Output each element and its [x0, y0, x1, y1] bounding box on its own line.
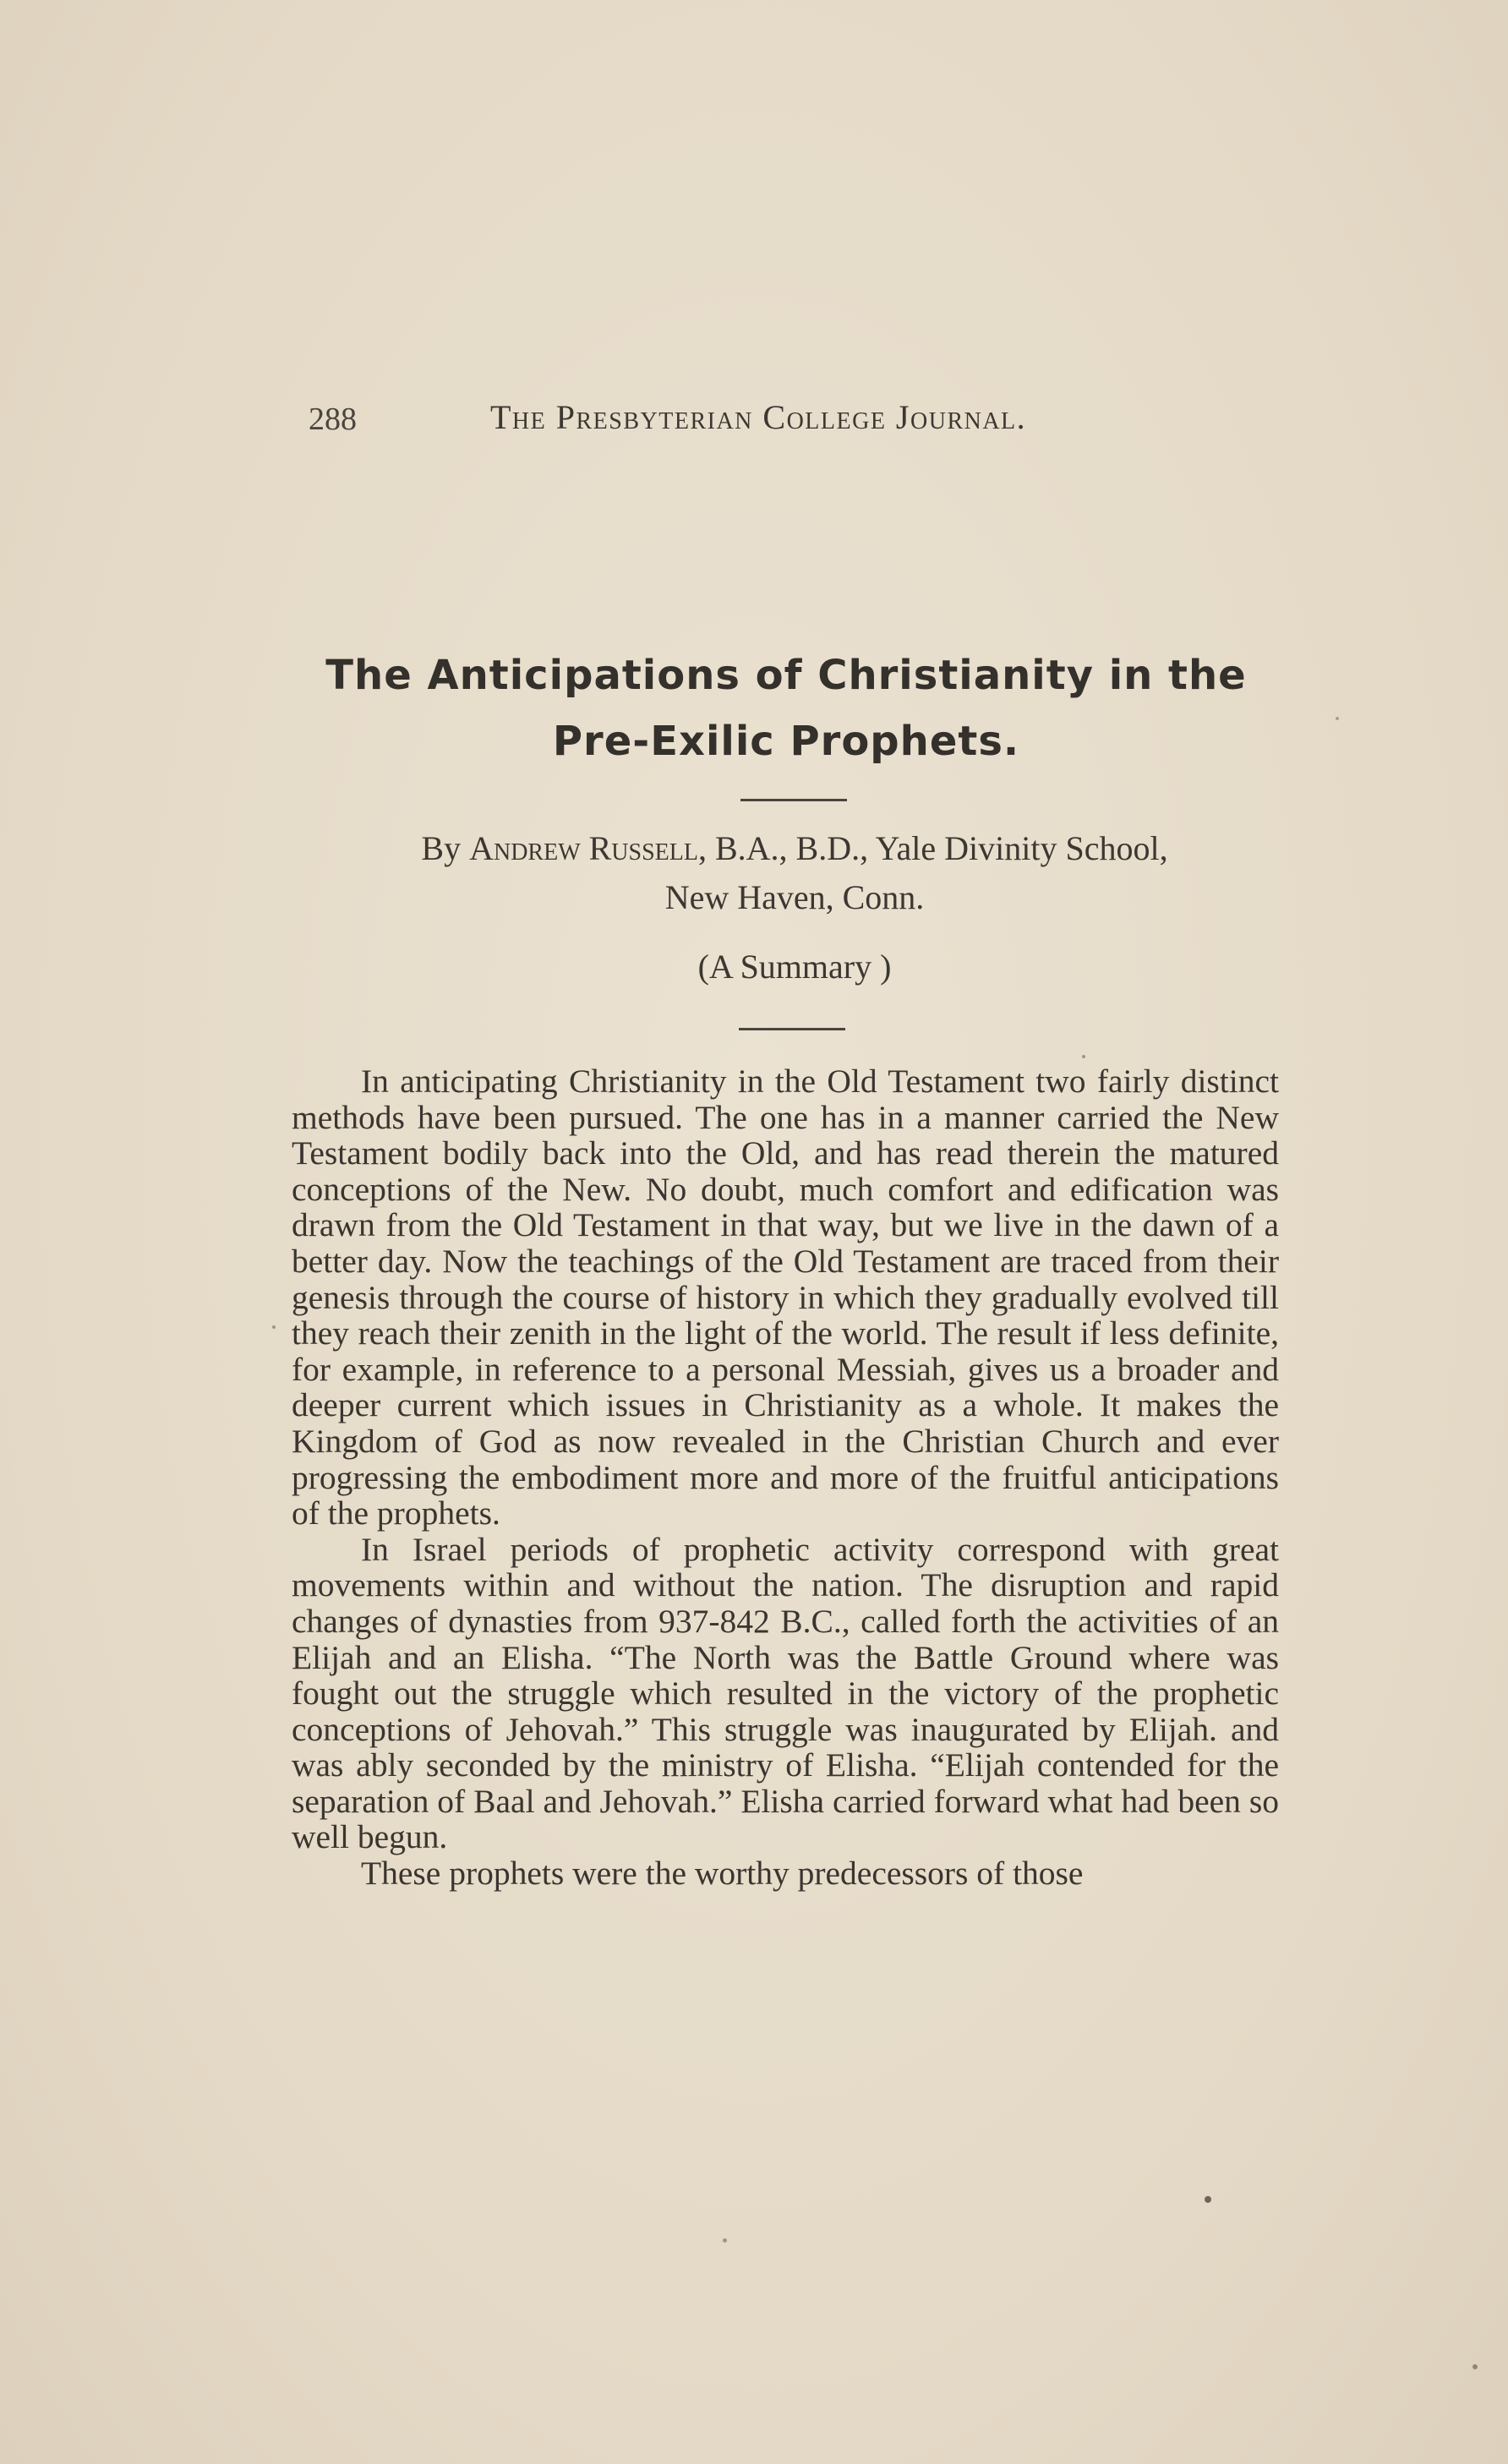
- article-title-line-2: Pre-Exilic Prophets.: [552, 718, 1020, 765]
- paper-speck: [1472, 2364, 1478, 2369]
- paragraph: In anticipating Christianity in the Old Testament two fairly distinct methods have been pursued. The one has in a manner carried the New Testament bodily back into the Old, and has read therein the matured conceptions of the New. No doubt, much comfort and edification was drawn from the Old Testament in that way, but we live in the dawn of a better day. Now the teachings of the Old Testament are traced from their genesis through the course of history in which they gradually evolved till they reach their zenith in the light of the world. The result if less definite, for example, in reference to a personal Messiah, gives us a broader and deeper current which issues in Christianity as a whole. It makes the Kingdom of God as now revealed in the Christian Church and ever progressing the embodiment more and more of the fruitful anticipations of the prophets.: [292, 1063, 1279, 1532]
- article-body: [292, 1063, 1279, 1892]
- running-head: [309, 397, 1154, 448]
- paper-speck: [1205, 2196, 1211, 2203]
- article-title: [287, 642, 1285, 774]
- paper-speck: [723, 2238, 727, 2243]
- summary-label: (A Summary ): [697, 948, 892, 986]
- summary-divider: [739, 1028, 845, 1030]
- paper-speck: [1336, 717, 1339, 720]
- journal-title: The Presbyterian College Journal.: [490, 398, 1027, 436]
- byline-author: Andrew Russell: [469, 829, 698, 867]
- byline-credentials: , B.A., B.D., Yale Divinity School,: [697, 829, 1168, 867]
- paragraph: These prophets were the worthy predecessors of those: [361, 1855, 1084, 1893]
- article-title-line-1: The Anticipations of Christianity in the: [325, 652, 1247, 699]
- byline-location: New Haven, Conn.: [664, 878, 925, 916]
- byline: [304, 824, 1285, 922]
- page-number: 288: [309, 402, 357, 437]
- byline-line-1: [304, 824, 1285, 873]
- paragraph: In Israel periods of prophetic activity correspond with great movements within and without the nation. The disruption and rapid changes of dynasties from 937-842 B.C., called forth the activities of an Elijah and an Elisha. “The North was the Battle Ground where was fought out the struggle which resulted in the victory of the prophetic conceptions of Jehovah.” This struggle was inaugurated by Elijah. and was ably seconded by the ministry of Elisha. “Elijah contended for the separation of Baal and Jehovah.” Elisha carried forward what had been so well begun.: [292, 1530, 1279, 1856]
- byline-prefix: By: [421, 829, 462, 867]
- paper-speck: [1082, 1055, 1085, 1058]
- paper-speck: [272, 1325, 276, 1329]
- title-divider: [740, 799, 847, 801]
